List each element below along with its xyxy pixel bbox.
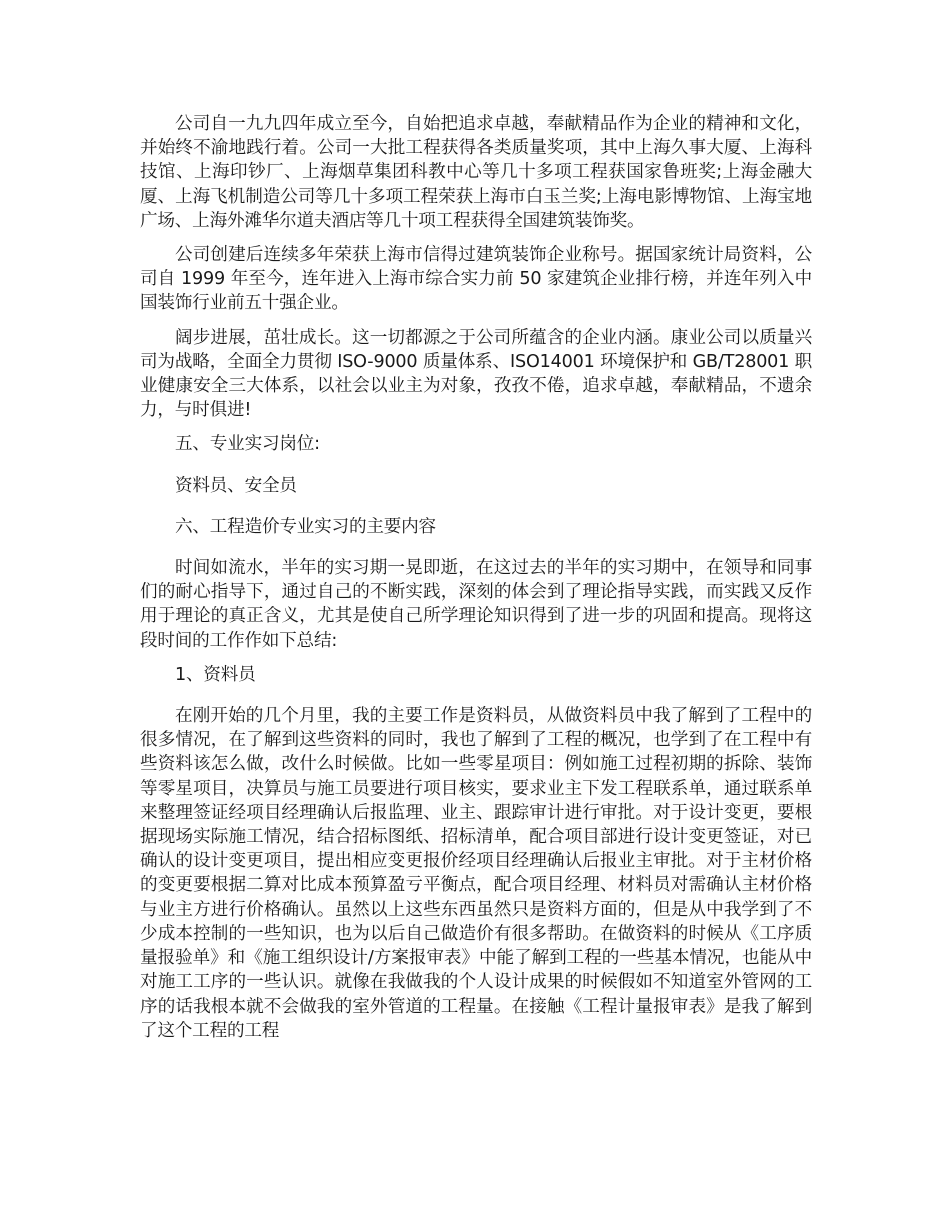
section-5-body: 资料员、安全员 — [175, 475, 297, 496]
paragraph-company-strategy: 阔步进展，茁壮成长。这一切都源之于公司所蕴含的企业内涵。康业公司以质量兴司为战略，全面全力贯彻 ISO-9000 质量体系、ISO14001 环境保护和 GB/T28001 职业健康安全三大体系，以社会以业主为对象，孜孜不倦，追求卓越，奉献精品，不遗余力，与时俱进! — [140, 327, 812, 421]
subsection-1-title: 1、资料员 — [175, 664, 256, 685]
paragraph-company-honors: 公司创建后连续多年荣获上海市信得过建筑装饰企业称号。据国家统计局资料，公司自 1999 年至今，连年进入上海市综合实力前 50 家建筑企业排行榜，并连年列入中国装饰行业前五十强企业。 — [140, 245, 812, 314]
section-6-title: 六、工程造价专业实习的主要内容 — [175, 516, 436, 537]
section-5-title: 五、专业实习岗位: — [175, 434, 320, 455]
subsection-1-body: 在刚开始的几个月里，我的主要工作是资料员，从做资料员中我了解到了工程中的很多情况，在了解到这些资料的同时，我也了解到了工程的概况，也学到了在工程中有些资料该怎么做，改什么时候做。比如一些零星项目：例如施工过程初期的拆除、装饰等零星项目，决算员与施工员要进行项目核实，要求业主下发工程联系单，通过联系单来整理签证经项目经理确认后报监理、业主、跟踪审计进行审批。对于设计变更，要根据现场实际施工情况，结合招标图纸、招标清单，配合项目部进行设计变更签证，对已确认的设计变更项目，提出相应变更报价经项目经理确认后报业主审批。对于主材价格的变更要根据二算对比成本预算盈亏平衡点，配合项目经理、材料员对需确认主材价格与业主方进行价格确认。虽然以上这些东西虽然只是资料方面的，但是从中我学到了不少成本控制的一些知识，也为以后自己做造价有很多帮助。在做资料的时候从《工序质量报验单》和《施工组织设计/方案报审表》中能了解到工程的一些基本情况，也能从中对施工工序的一些认识。就像在我做我的个人设计成果的时候假如不知道室外管网的工序的话我根本就不会做我的室外管道的工程量。在接触《工程计量报审表》是我了解到了这个工程的工程 — [140, 706, 812, 1041]
section-6-intro: 时间如流水，半年的实习期一晃即逝，在这过去的半年的实习期中，在领导和同事们的耐心指导下，通过自己的不断实践，深刻的体会到了理论指导实践，而实践又反作用于理论的真正含义，尤其是使自己所学理论知识得到了进一步的巩固和提高。现将这段时间的工作作如下总结: — [140, 558, 812, 651]
document-body — [140, 112, 812, 1053]
paragraph-company-awards: 公司自一九九四年成立至今，自始把追求卓越，奉献精品作为企业的精神和文化，并始终不渝地践行着。公司一大批工程获得各类质量奖项，其中上海久事大厦、上海科技馆、上海印钞厂、上海烟草集团科教中心等几十多项工程获国家鲁班奖;上海金融大厦、上海飞机制造公司等几十多项工程荣获上海市白玉兰奖;上海电影博物馆、上海宝地广场、上海外滩华尔道夫酒店等几十项工程获得全国建筑装饰奖。 — [140, 114, 812, 231]
